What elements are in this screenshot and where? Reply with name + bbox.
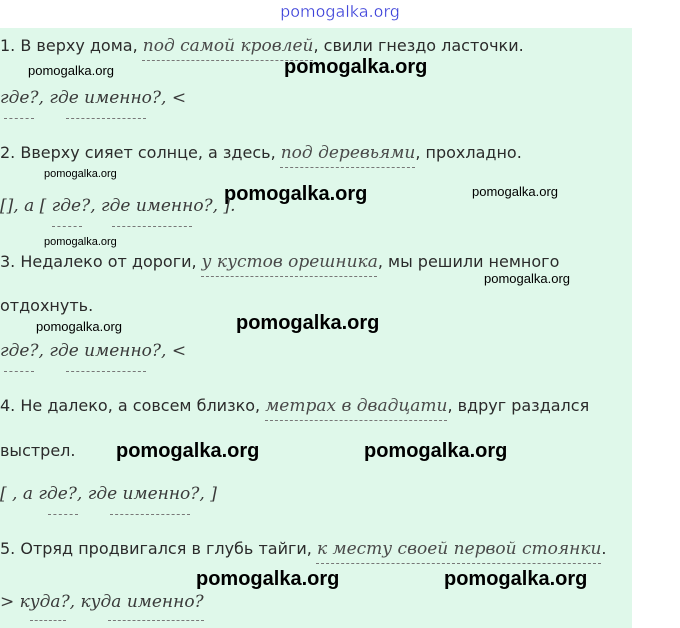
watermark-large: pomogalka.org: [444, 568, 588, 590]
sentence-4-phrase: метрах в двадцати: [265, 396, 448, 416]
scheme-4-underline-a: [48, 514, 78, 515]
scheme-1: где?, где именно?, <: [0, 88, 187, 108]
scheme-2-underline-b: [112, 226, 192, 227]
sentence-5: [0, 539, 607, 559]
watermark-small: pomogalka.org: [484, 271, 570, 286]
scheme-1-underline-a: [4, 118, 34, 119]
scheme-1-underline-b: [66, 118, 146, 119]
watermark-small: pomogalka.org: [472, 184, 558, 199]
watermark-large: pomogalka.org: [116, 440, 260, 462]
sentence-4-continuation: выстрел.: [0, 441, 76, 460]
scheme-3-underline-b: [66, 371, 146, 372]
sentence-2: [0, 143, 522, 163]
sentence-1: [0, 36, 524, 56]
sentence-1-after: , свили гнездо ласточки.: [313, 36, 524, 55]
sentence-5-phrase: к месту своей первой стоянки: [316, 539, 602, 559]
watermark-small: pomogalka.org: [28, 63, 114, 78]
watermark-small: pomogalka.org: [36, 319, 122, 334]
scheme-2-underline-a: [52, 226, 82, 227]
scheme-3-underline-a: [4, 371, 34, 372]
sentence-2-phrase: под деревьями: [280, 143, 416, 163]
sentence-3-before: 3. Недалеко от дороги,: [0, 252, 202, 271]
watermark-large: pomogalka.org: [364, 440, 508, 462]
scheme-5: > куда?, куда именно?: [0, 592, 204, 612]
sentence-2-before: 2. Вверху сияет солнце, а здесь,: [0, 143, 281, 162]
watermark-tiny: pomogalka.org: [44, 236, 117, 248]
sentence-1-phrase: под самой кровлей: [142, 36, 314, 56]
scheme-5-underline-b: [108, 620, 204, 621]
sentence-4: [0, 396, 589, 416]
scheme-5-underline-a: [30, 620, 66, 621]
sentence-5-before: 5. Отряд продвигался в глубь тайги,: [0, 539, 317, 558]
sentence-2-after: , прохладно.: [415, 143, 522, 162]
watermark-large: pomogalka.org: [196, 568, 340, 590]
sentence-5-after: .: [601, 539, 607, 558]
sentence-3-continuation: отдохнуть.: [0, 296, 94, 315]
site-header[interactable]: pomogalka.org: [280, 2, 400, 21]
watermark-tiny: pomogalka.org: [44, 168, 117, 180]
sentence-4-after: , вдруг раздался: [447, 396, 590, 415]
watermark-large: pomogalka.org: [284, 56, 428, 78]
sentence-3: [0, 252, 559, 272]
sentence-4-before: 4. Не далеко, а совсем близко,: [0, 396, 266, 415]
watermark-large: pomogalka.org: [224, 183, 368, 205]
sentence-3-after: , мы решили немного: [377, 252, 560, 271]
scheme-2: [], а [ где?, где именно?, ].: [0, 196, 236, 216]
sentence-3-phrase: у кустов орешника: [201, 252, 378, 272]
scheme-4: [ , а где?, где именно?, ]: [0, 484, 217, 504]
scheme-3: где?, где именно?, <: [0, 341, 187, 361]
watermark-large: pomogalka.org: [236, 312, 380, 334]
sentence-1-before: 1. В верху дома,: [0, 36, 143, 55]
scheme-4-underline-b: [110, 514, 190, 515]
